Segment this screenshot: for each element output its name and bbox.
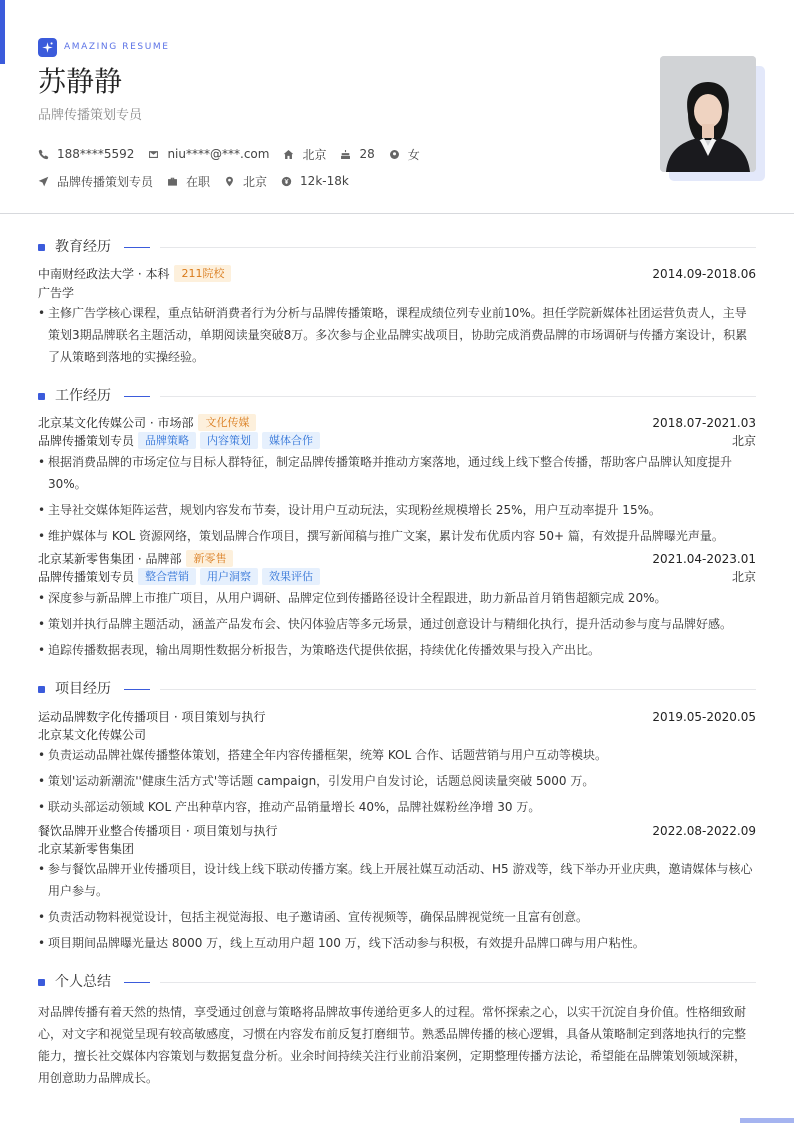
mail-icon [148, 149, 159, 160]
project-date: 2019.05-2020.05 [652, 710, 756, 724]
section-education [38, 237, 756, 257]
project-date: 2022.08-2022.09 [652, 824, 756, 838]
coin-icon [281, 176, 292, 187]
list-item: • 项目期间品牌曝光量达 8000 万，线上互动用户超 100 万，线下活动参与积极，有效提升品牌口碑与用户粘性。 [38, 936, 645, 950]
work-city: 北京 [731, 570, 756, 584]
send-icon [38, 176, 49, 187]
section-title: 个人总结 [55, 974, 111, 990]
section-marker [38, 244, 45, 251]
project-org: 北京某新零售集团 [38, 842, 135, 856]
skill-tag: 内容策划 [200, 432, 258, 449]
home-item [283, 146, 326, 163]
age-value: 28 [359, 147, 375, 161]
work-date: 2021.04-2023.01 [652, 552, 756, 566]
list-item: • 策划并执行品牌主题活动，涵盖产品发布会、快闪体验店等多元场景，通过创意设计与精细化执行，提升活动参与度与品牌好感。 [38, 617, 733, 631]
list-item: • 联动头部运动领域 KOL 产出种草内容，推动产品销量增长 40%，品牌社媒粉丝净增 30 万。 [38, 800, 541, 814]
work-role: 品牌传播策划专员 [38, 570, 135, 584]
work-tag: 文化传媒 [198, 414, 256, 431]
summary-text: 对品牌传播有着天然的热情，享受通过创意与策略将品牌故事传递给更多人的过程。常怀探索之心，以实干沉淀自身价值。性格细致耐心，对文字和视觉呈现有较高敏感度，习惯在内容发布前反复打磨细节。熟悉品牌传播的核心逻辑，具备从策略制定到落地执行的完整能力，擅长社交媒体内容策划与数据复盘分析。业余时间持续关注行业前沿案例，定期整理传播方法论，希望能在品牌策划领域深耕，用创意助力品牌成长。 [38, 1005, 747, 1085]
list-item: • 负责运动品牌社媒传播整体策划，搭建全年内容传播框架，统筹 KOL 合作、话题营销与用户互动等模块。 [38, 748, 607, 762]
education-school: 中南财经政法大学 · 本科 [38, 267, 170, 281]
list-item: • 策划'运动新潮流''健康生活方式'等话题 campaign，引发用户自发讨论，话题总阅读量突破 5000 万。 [38, 774, 595, 788]
list-item: • 维护媒体与 KOL 资源网络，策划品牌合作项目，撰写新闻稿与推广文案，累计发布优质内容 50+ 篇，有效提升品牌曝光声量。 [38, 529, 724, 543]
target-city-value: 北京 [243, 174, 268, 189]
work-company: 北京某新零售集团 · 品牌部 [38, 552, 182, 566]
education-date: 2014.09-2018.06 [652, 267, 756, 281]
target-role-item [38, 173, 153, 190]
work-date: 2018.07-2021.03 [652, 416, 756, 430]
list-item: • 根据消费品牌的市场定位与目标人群特征，制定品牌传播策略并推动方案落地，通过线上线下整合传播，帮助客户品牌认知度提升 30%。 [38, 455, 733, 491]
age-item [340, 147, 374, 161]
contact-row [38, 145, 434, 163]
job-intent-row [38, 172, 363, 190]
gender-icon [389, 149, 400, 160]
status-item [167, 173, 210, 190]
header-divider [0, 213, 794, 214]
project-header [38, 708, 756, 726]
section-title: 工作经历 [55, 388, 111, 404]
phone-value: 188****5592 [57, 147, 135, 161]
header-accent-bar [0, 0, 5, 64]
status-value: 在职 [186, 174, 211, 189]
avatar [660, 56, 756, 172]
section-title: 项目经历 [55, 681, 111, 697]
salary-item [281, 174, 349, 188]
section-marker [38, 979, 45, 986]
project-header [38, 822, 756, 840]
location-pin-icon [224, 176, 235, 187]
candidate-name: 苏静静 [38, 65, 123, 98]
work-role: 品牌传播策划专员 [38, 434, 135, 448]
work-company: 北京某文化传媒公司 · 市场部 [38, 416, 194, 430]
list-item: • 负责活动物料视觉设计，包括主视觉海报、电子邀请函、宣传视频等，确保品牌视觉统一且富有创意。 [38, 910, 589, 924]
brand-text: AMAZING RESUME [64, 42, 170, 52]
skill-tag: 品牌策略 [138, 432, 196, 449]
home-icon [283, 149, 294, 160]
salary-value: 12k-18k [300, 174, 349, 188]
section-marker [38, 686, 45, 693]
candidate-title: 品牌传播策划专员 [38, 108, 143, 123]
work-role-row [38, 568, 756, 586]
work-city: 北京 [731, 434, 756, 448]
list-item: • 主修广告学核心课程，重点钻研消费者行为分析与品牌传播策略，课程成绩位列专业前10%。担任学院新媒体社团运营负责人，主导策划3期品牌联名主题活动，单期阅读量突破8万。多次参与企业品牌实战项目，协助完成消费品牌的市场调研与传播方案设计，积累了从策略到落地的实操经验。 [38, 306, 748, 364]
section-work [38, 386, 756, 406]
skill-tag: 媒体合作 [262, 432, 320, 449]
skill-tag: 整合营销 [138, 568, 196, 585]
sparkle-icon [38, 38, 57, 57]
section-title: 教育经历 [55, 239, 111, 255]
email-value: niu****@***.com [167, 147, 270, 161]
cake-icon [340, 149, 351, 160]
project-org: 北京某文化传媒公司 [38, 728, 147, 742]
work-header [38, 414, 756, 432]
gender-value: 女 [407, 147, 420, 162]
project-name: 餐饮品牌开业整合传播项目 · 项目策划与执行 [38, 824, 278, 838]
list-item: • 追踪传播数据表现，输出周期性数据分析报告，为策略迭代提供依据，持续优化传播效果与投入产出比。 [38, 643, 601, 657]
briefcase-icon [167, 176, 178, 187]
section-summary [38, 972, 756, 992]
skill-tag: 效果评估 [262, 568, 320, 585]
footer-accent-bar [740, 1118, 794, 1123]
work-header [38, 550, 756, 568]
skill-tag: 用户洞察 [200, 568, 258, 585]
target-role-value: 品牌传播策划专员 [57, 174, 154, 189]
work-role-row [38, 432, 756, 450]
phone-item [38, 147, 134, 161]
education-tag: 211院校 [174, 265, 231, 282]
list-item: • 深度参与新品牌上市推广项目，从用户调研、品牌定位到传播路径设计全程跟进，助力新品首月销售超额完成 20%。 [38, 591, 667, 605]
phone-icon [38, 149, 49, 160]
email-item [148, 147, 269, 161]
education-major: 广告学 [38, 286, 75, 300]
brand [38, 37, 170, 57]
gender-item [389, 146, 420, 163]
section-marker [38, 393, 45, 400]
list-item: • 主导社交媒体矩阵运营，规划内容发布节奏，设计用户互动玩法，实现粉丝规模增长 25%，用户互动率提升 15%。 [38, 503, 661, 517]
target-city-item [224, 173, 267, 190]
work-tag: 新零售 [186, 550, 233, 567]
section-projects [38, 679, 756, 699]
home-value: 北京 [302, 147, 327, 162]
list-item: • 参与餐饮品牌开业传播项目，设计线上线下联动传播方案。线上开展社媒互动活动、H5 游戏等，线下举办开业庆典，邀请媒体与核心用户参与。 [38, 862, 753, 898]
education-header [38, 265, 756, 283]
project-name: 运动品牌数字化传播项目 · 项目策划与执行 [38, 710, 266, 724]
